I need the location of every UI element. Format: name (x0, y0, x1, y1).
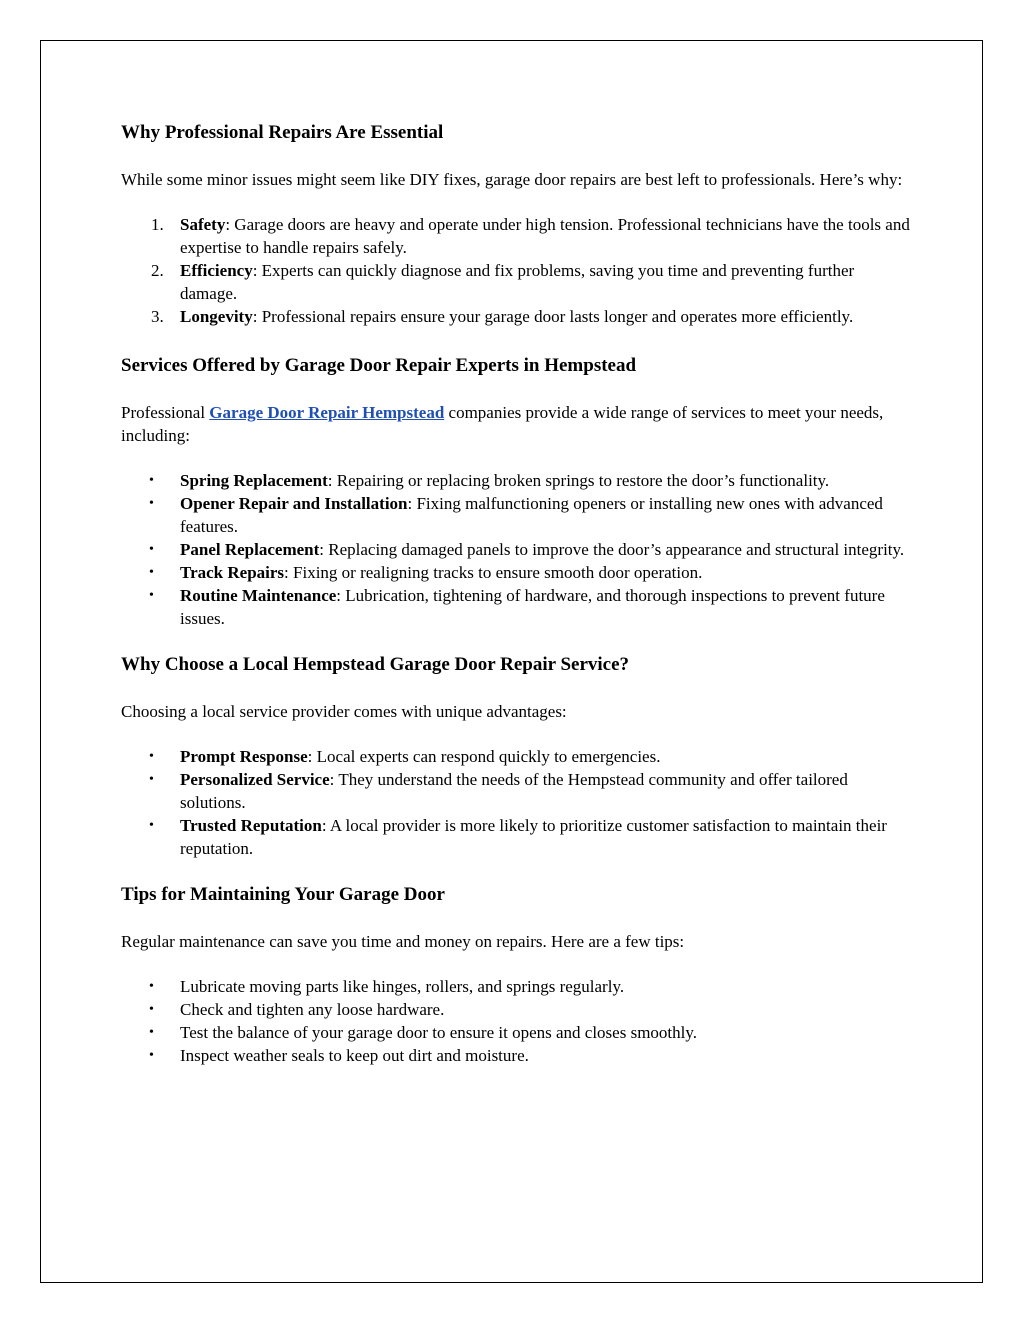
list-item (121, 259, 911, 305)
garage-door-repair-link[interactable]: Garage Door Repair Hempstead (209, 403, 445, 422)
item-text: : Fixing malfunctioning openers or installing new ones with advanced features. (180, 494, 883, 536)
list-item (121, 213, 911, 259)
item-text: Check and tighten any loose hardware. (180, 1000, 445, 1019)
item-text: : Replacing damaged panels to improve the door’s appearance and structural integrity. (319, 540, 905, 559)
item-text: : Professional repairs ensure your garage door lasts longer and operates more efficiently. (252, 307, 854, 326)
list-item (121, 492, 911, 538)
item-text: : Local experts can respond quickly to emergencies. (307, 747, 661, 766)
item-text: Inspect weather seals to keep out dirt and moisture. (180, 1046, 529, 1065)
item-text: : Lubrication, tightening of hardware, and thorough inspections to prevent future issues. (180, 586, 885, 628)
item-term: Track Repairs (180, 563, 285, 582)
item-text: Test the balance of your garage door to ensure it opens and closes smoothly. (180, 1023, 698, 1042)
intro-why-local: Choosing a local service provider comes with unique advantages: (121, 702, 567, 721)
heading-why-local: Why Choose a Local Hempstead Garage Door Repair Service? (121, 654, 630, 675)
list-reasons (121, 213, 911, 328)
item-term: Efficiency (180, 261, 253, 280)
bullet-icon: • (149, 1002, 154, 1017)
bullet-icon: • (149, 588, 154, 603)
bullet-icon: • (149, 1025, 154, 1040)
list-services (121, 469, 911, 630)
bullet-icon: • (149, 565, 154, 580)
list-item (121, 1021, 911, 1044)
list-advantages (121, 745, 911, 860)
list-number: 3. (151, 307, 164, 326)
list-item (121, 768, 911, 814)
heading-why-professional: Why Professional Repairs Are Essential (121, 122, 444, 143)
intro-why-professional: While some minor issues might seem like DIY fixes, garage door repairs are best left to professionals. Here’s why: (121, 170, 903, 189)
list-number: 1. (151, 215, 164, 234)
item-text: : Garage doors are heavy and operate under high tension. Professional technicians have the tools and expertise to handle repairs safely. (180, 215, 910, 257)
item-text: : Repairing or replacing broken springs to restore the door’s functionality. (327, 471, 830, 490)
bullet-icon: • (149, 749, 154, 764)
item-term: Opener Repair and Installation (180, 494, 408, 513)
list-item (121, 305, 911, 328)
item-term: Trusted Reputation (180, 816, 322, 835)
bullet-icon: • (149, 542, 154, 557)
list-item (121, 745, 911, 768)
item-term: Personalized Service (180, 770, 330, 789)
intro-tips: Regular maintenance can save you time and money on repairs. Here are a few tips: (121, 932, 685, 951)
item-text: : They understand the needs of the Hempstead community and offer tailored solutions. (180, 770, 848, 812)
heading-services: Services Offered by Garage Door Repair Experts in Hempstead (121, 355, 637, 376)
intro-text: Professional (121, 403, 210, 422)
item-term: Safety (180, 215, 226, 234)
heading-tips: Tips for Maintaining Your Garage Door (121, 884, 445, 905)
item-text: : A local provider is more likely to prioritize customer satisfaction to maintain their reputation. (180, 816, 887, 858)
list-item (121, 538, 911, 561)
item-term: Spring Replacement (180, 471, 328, 490)
list-item (121, 469, 911, 492)
document-content (121, 120, 911, 1089)
list-item (121, 814, 911, 860)
item-text: : Experts can quickly diagnose and fix problems, saving you time and preventing further damage. (180, 261, 855, 303)
list-number: 2. (151, 261, 164, 280)
bullet-icon: • (149, 496, 154, 511)
item-text: Lubricate moving parts like hinges, rollers, and springs regularly. (180, 977, 625, 996)
list-item (121, 584, 911, 630)
intro-text: companies provide a wide range of services to meet your needs, including: (121, 403, 884, 445)
bullet-icon: • (149, 772, 154, 787)
item-term: Panel Replacement (180, 540, 320, 559)
bullet-icon: • (149, 979, 154, 994)
bullet-icon: • (149, 818, 154, 833)
item-text: : Fixing or realigning tracks to ensure smooth door operation. (284, 563, 703, 582)
list-tips (121, 975, 911, 1067)
bullet-icon: • (149, 473, 154, 488)
list-item (121, 998, 911, 1021)
list-item (121, 975, 911, 998)
item-term: Prompt Response (180, 747, 308, 766)
item-term: Longevity (180, 307, 253, 326)
list-item (121, 1044, 911, 1067)
item-term: Routine Maintenance (180, 586, 337, 605)
bullet-icon: • (149, 1048, 154, 1063)
intro-services (121, 401, 911, 447)
list-item (121, 561, 911, 584)
